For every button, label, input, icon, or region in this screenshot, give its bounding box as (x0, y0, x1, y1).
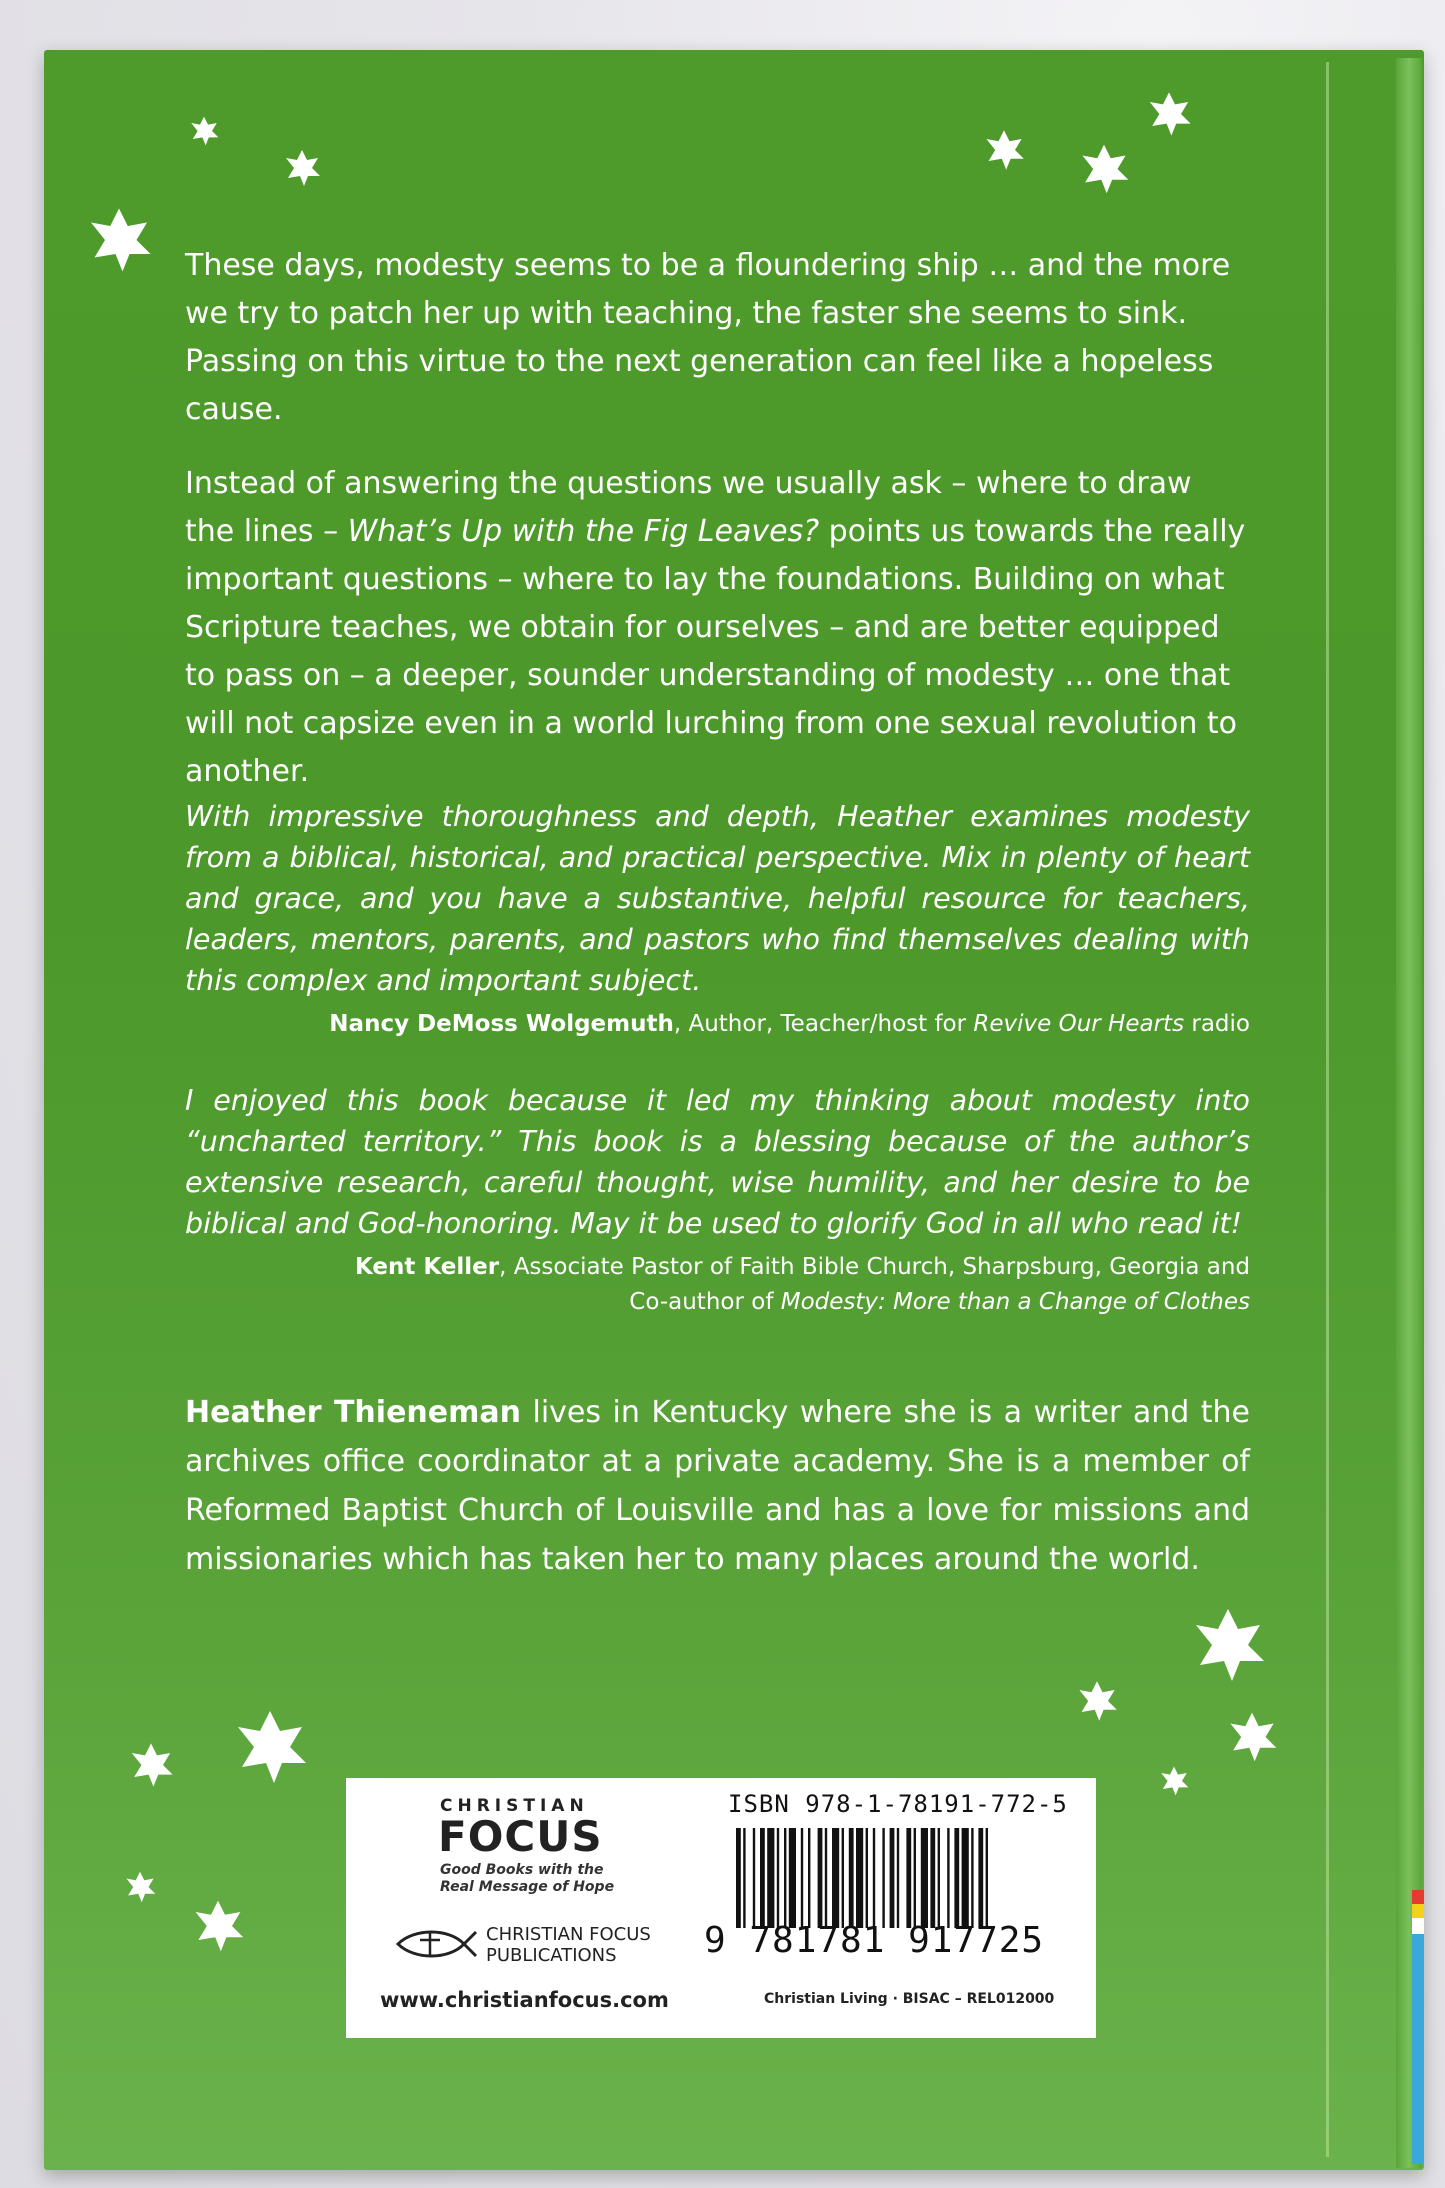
leaf-icon (1158, 1765, 1190, 1797)
barcode-bar (890, 1828, 895, 1928)
barcode-bar (938, 1828, 940, 1928)
blurb-section (185, 242, 1250, 822)
spine-fold-line (1326, 62, 1329, 2157)
endorser-name: Kent Keller (354, 1254, 500, 1280)
barcode-bar (777, 1828, 779, 1928)
author-bio (185, 1388, 1250, 1584)
barcode-panel (346, 1778, 1096, 2038)
barcode-bar (978, 1828, 983, 1928)
endorser-role: , Author, Teacher/host for (673, 1011, 974, 1037)
endorsement-2 (185, 1080, 1250, 1320)
barcode-bar (947, 1828, 949, 1928)
endorsement-attribution (185, 1007, 1250, 1042)
barcode-bar (906, 1828, 911, 1928)
leaf-icon (127, 1740, 175, 1790)
barcode-bar (760, 1828, 765, 1928)
leaf-icon (1075, 1678, 1119, 1724)
leaf-icon (80, 205, 158, 275)
tagline-line: Good Books with the (440, 1862, 604, 1878)
barcode-bar (873, 1828, 875, 1928)
book-title: What’s Up with the Fig Leaves? (347, 514, 820, 549)
barcode-bar (954, 1828, 959, 1928)
endorser-program: Revive Our Hearts (973, 1011, 1185, 1037)
barcode-graphic (736, 1828, 1056, 1928)
blurb-text: points us towards the really important questions – where to lay the foundations. Building on what Scripture teaches, we obtain for ourselves – and are better equipped to pass on – a deeper, sounder understanding of modesty … one that will not capsize even in a world lurching from one sexual revolution to another. (185, 514, 1246, 789)
endorser-book: Modesty: More than a Change of Clothes (780, 1289, 1250, 1315)
isbn-label: ISBN 978-1-78191-772-5 (728, 1790, 1068, 1818)
barcode-bar (784, 1828, 786, 1928)
endorser-role: , Associate Pastor of Faith Bible Church, Sharpsburg, Georgia and (499, 1254, 1250, 1280)
barcode-bar (962, 1828, 969, 1928)
leaf-icon (982, 128, 1026, 172)
leaf-icon (1075, 142, 1133, 196)
barcode-bar (808, 1828, 810, 1928)
barcode-bar (825, 1828, 827, 1928)
leaf-icon (188, 1898, 248, 1954)
leaf-icon (122, 1870, 158, 1904)
endorser-name: Nancy DeMoss Wolgemuth (329, 1011, 674, 1037)
barcode-bar (971, 1828, 973, 1928)
tagline-line: Real Message of Hope (440, 1879, 615, 1895)
bisac-category: Christian Living · BISAC – REL012000 (764, 1991, 1055, 2007)
endorsement-quote: I enjoyed this book because it led my thinking about modesty into “uncharted territory.” This book is a blessing because of the author’s extensive research, careful thought, wise humility, and her desire to be biblical and God-honoring. May it be used to glorify God in all who read it! (185, 1084, 1250, 1240)
publisher-tagline (440, 1862, 614, 1896)
leaf-icon (282, 148, 322, 188)
publisher-url: www.christianfocus.com (380, 1988, 669, 2012)
barcode-bar (832, 1828, 839, 1928)
author-name: Heather Thieneman (185, 1395, 521, 1430)
spine-color-strip (1412, 1890, 1424, 2170)
barcode-bar (921, 1828, 928, 1928)
leaf-icon (230, 1705, 310, 1789)
endorser-role: Co-author of (629, 1289, 781, 1315)
barcode-bar (736, 1828, 741, 1928)
blurb-text: Instead of answering the questions we usually ask – where to draw the lines – (185, 466, 1192, 549)
publisher-logo-line1: CHRISTIAN (440, 1796, 589, 1816)
leaf-icon (1225, 1710, 1279, 1764)
leaf-icon (1188, 1605, 1268, 1685)
blurb-paragraph-1: These days, modesty seems to be a floundering ship … and the more we try to patch her up with teaching, the faster she seems to sink. Passing on this virtue to the next generation can feel like a hopeless cause. (185, 248, 1231, 427)
barcode-digits: 9 781781 917725 (704, 1920, 1045, 1961)
imprint-line: PUBLICATIONS (486, 1945, 617, 1966)
barcode-bar (849, 1828, 854, 1928)
imprint-line: CHRISTIAN FOCUS (486, 1924, 651, 1945)
endorsement-attribution (185, 1250, 1250, 1320)
blurb-paragraph-2 (185, 460, 1250, 796)
fish-icon (394, 1926, 478, 1962)
barcode-bar (897, 1828, 899, 1928)
barcode-bar (801, 1828, 803, 1928)
leaf-icon (1145, 90, 1193, 138)
barcode-bar (986, 1828, 988, 1928)
barcode-bar (842, 1828, 844, 1928)
bio-text: lives in Kentucky where she is a writer and the archives office coordinator at a private academy. She is a member of Reformed Baptist Church of Louisville and has a love for missions and missionaries which has taken her to many places around the world. (185, 1395, 1251, 1577)
endorsement-quote: With impressive thoroughness and depth, Heather examines modesty from a biblical, historical, and practical perspective. Mix in plenty of heart and grace, and you have a substantive, helpful resource for teachers, leaders, mentors, parents, and pastors who find themselves dealing with this complex and important subject. (185, 800, 1250, 997)
publisher-logo-line2: FOCUS (438, 1812, 603, 1861)
bio-paragraph (185, 1388, 1250, 1584)
spine-edge (1396, 58, 1422, 2168)
barcode-bar (882, 1828, 884, 1928)
barcode-bar (914, 1828, 916, 1928)
barcode-bar (818, 1828, 823, 1928)
barcode-bar (743, 1828, 745, 1928)
barcode-bar (753, 1828, 755, 1928)
publisher-imprint (486, 1924, 651, 1966)
barcode-bar (767, 1828, 774, 1928)
endorsement-1 (185, 796, 1250, 1042)
barcode-bar (930, 1828, 935, 1928)
barcode-bar (866, 1828, 868, 1928)
endorser-role: radio (1184, 1011, 1250, 1037)
leaf-icon (188, 115, 220, 147)
barcode-bar (856, 1828, 863, 1928)
barcode-bar (789, 1828, 796, 1928)
